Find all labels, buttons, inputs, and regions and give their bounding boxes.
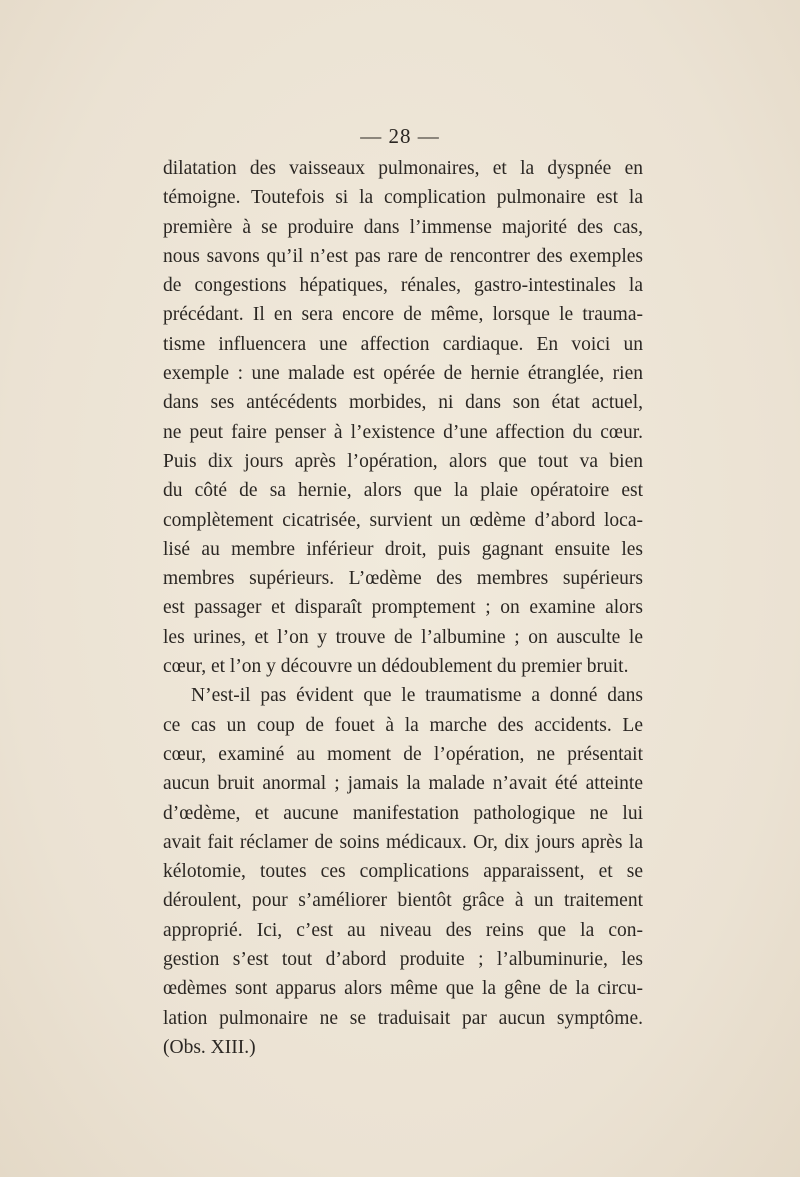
text-line: tisme influencera une affection cardiaque. En voici un bbox=[163, 333, 643, 355]
text-line: approprié. Ici, c’est au niveau des reins que la con- bbox=[163, 919, 643, 941]
text-line: cœur, et l’on y découvre un dédoublement du premier bruit. bbox=[163, 656, 629, 678]
text-line: cœur, examiné au moment de l’opération, ne présentait bbox=[163, 743, 643, 765]
text-line: du côté de sa hernie, alors que la plaie opératoire est bbox=[163, 480, 643, 502]
text-line: première à se produire dans l’immense majorité des cas, bbox=[163, 216, 643, 238]
text-line: de congestions hépatiques, rénales, gastro-intestinales la bbox=[163, 275, 643, 297]
page-number: — 28 — bbox=[360, 124, 440, 148]
text-line: œdèmes sont apparus alors même que la gêne de la circu- bbox=[163, 978, 643, 1000]
text-line: précédant. Il en sera encore de même, lorsque le trauma- bbox=[163, 304, 643, 326]
text-line: membres supérieurs. L’œdème des membres supérieurs bbox=[163, 568, 643, 590]
text-line: d’œdème, et aucune manifestation pathologique ne lui bbox=[163, 802, 643, 824]
text-line: exemple : une malade est opérée de hernie étranglée, rien bbox=[163, 363, 643, 385]
text-line: lisé au membre inférieur droit, puis gagnant ensuite les bbox=[163, 538, 643, 560]
text-line: complètement cicatrisée, survient un œdème d’abord loca- bbox=[163, 509, 643, 531]
text-line: dilatation des vaisseaux pulmonaires, et la dyspnée en bbox=[163, 158, 643, 179]
text-line: ce cas un coup de fouet à la marche des accidents. Le bbox=[163, 714, 643, 736]
text-line: aucun bruit anormal ; jamais la malade n’avait été atteinte bbox=[163, 773, 643, 795]
text-line: témoigne. Toutefois si la complication pulmonaire est la bbox=[163, 187, 643, 209]
body-text bbox=[163, 154, 643, 1062]
text-line: ne peut faire penser à l’existence d’une affection du cœur. bbox=[163, 421, 643, 443]
text-line: dans ses antécédents morbides, ni dans son état actuel, bbox=[163, 392, 643, 414]
text-line: les urines, et l’on y trouve de l’albumine ; on ausculte le bbox=[163, 626, 643, 648]
text-line: gestion s’est tout d’abord produite ; l’albuminurie, les bbox=[163, 949, 643, 971]
text-line: est passager et disparaît promptement ; on examine alors bbox=[163, 597, 643, 619]
text-line: kélotomie, toutes ces complications apparaissent, et se bbox=[163, 861, 643, 883]
text-line: nous savons qu’il n’est pas rare de rencontrer des exemples bbox=[163, 245, 643, 267]
text-line: Puis dix jours après l’opération, alors que tout va bien bbox=[163, 450, 643, 472]
text-line: avait fait réclamer de soins médicaux. Or, dix jours après la bbox=[163, 831, 643, 853]
text-line: déroulent, pour s’améliorer bientôt grâce à un traitement bbox=[163, 890, 643, 912]
text-line: lation pulmonaire ne se traduisait par aucun symptôme. bbox=[163, 1007, 643, 1029]
text-line: N’est-il pas évident que le traumatisme a donné dans bbox=[191, 685, 643, 707]
text-line: (Obs. XIII.) bbox=[163, 1036, 256, 1058]
